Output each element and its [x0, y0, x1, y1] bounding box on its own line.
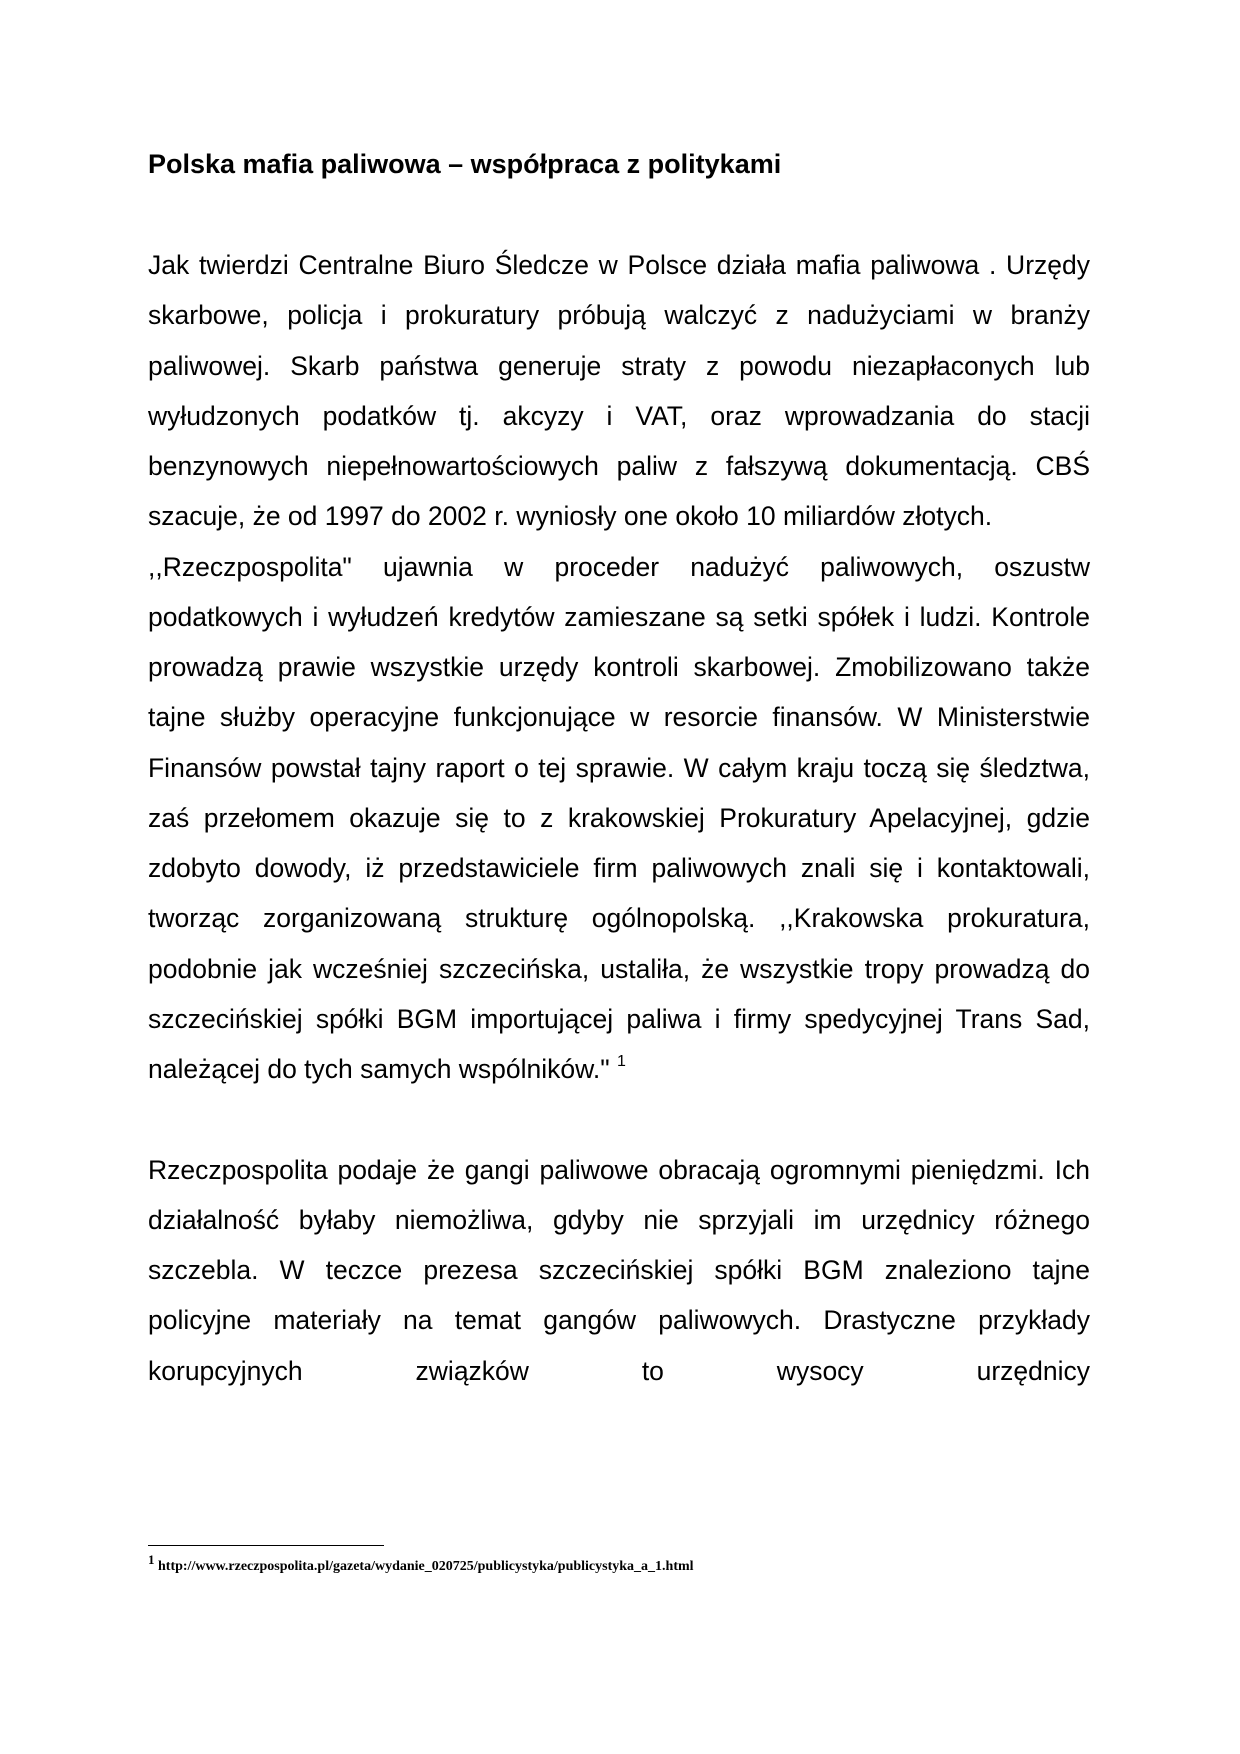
paragraph-spacer [148, 1094, 1090, 1144]
document-title: Polska mafia paliwowa – współpraca z politykami [148, 149, 782, 179]
footnote-reference: 1 [616, 1053, 626, 1070]
footnote [148, 1552, 1088, 1578]
footnote-number: 1 [148, 1552, 155, 1567]
paragraph-cbs-fuel-mafia: Jak twierdzi Centralne Biuro Śledcze w Polsce działa mafia paliwowa . Urzędy skarbowe, policja i prokuratury próbują walczyć z nadużyciami w branży paliwowej. Skarb państwa generuje straty z powodu niezapłaconych lub wyłudzonych podatków tj. akcyzy i VAT, oraz wprowadzania do stacji benzynowych niepełnowartościowych paliw z fałszywą dokumentacją. CBŚ szacuje, że od 1997 do 2002 r. wyniosły one około 10 miliardów złotych. [148, 250, 1090, 532]
paragraph-rzeczpospolita-text: ,,Rzeczpospolita" ujawnia w proceder nadużyć paliwowych, oszustw podatkowych i wyłudzeń kredytów zamieszane są setki spółek i ludzi. Kontrole prowadzą prawie wszystkie urzędy kontroli skarbowej. Zmobilizowano także tajne służby operacyjne funkcjonujące w resorcie finansów. W Ministerstwie Finansów powstał tajny raport o tej sprawie. W całym kraju toczą się śledztwa, zaś przełomem okazuje się to z krakowskiej Prokuratury Apelacyjnej, gdzie zdobyto dowody, iż przedstawiciele firm paliwowych znali się i kontaktowali, tworząc zorganizowaną strukturę ogólnopolską. ,,Krakowska prokuratura, podobnie jak wcześniej szczecińska, ustaliła, że wszystkie tropy prowadzą do szczecińskiej spółki BGM importującej paliwa i firmy spedycyjnej Trans Sad, należącej do tych samych wspólników." [148, 551, 1090, 1084]
paragraph-fuel-gangs-officials: Rzeczpospolita podaje że gangi paliwowe obracają ogromnymi pieniędzmi. Ich działalność byłaby niemożliwa, gdyby nie sprzyjali im urzędnicy różnego szczebla. W teczce prezesa szczecińskiej spółki BGM znaleziono tajne policyjne materiały na temat gangów paliwowych. Drastyczne przykłady korupcyjnych związków to wysocy urzędnicy [148, 1154, 1090, 1386]
document-body [148, 240, 1090, 1396]
footnote-url: http://www.rzeczpospolita.pl/gazeta/wydanie_020725/publicystyka/publicystyka_a_1.html [158, 1559, 694, 1574]
paragraph-rzeczpospolita-investigation [148, 542, 1090, 1095]
footnote-separator [148, 1545, 384, 1546]
